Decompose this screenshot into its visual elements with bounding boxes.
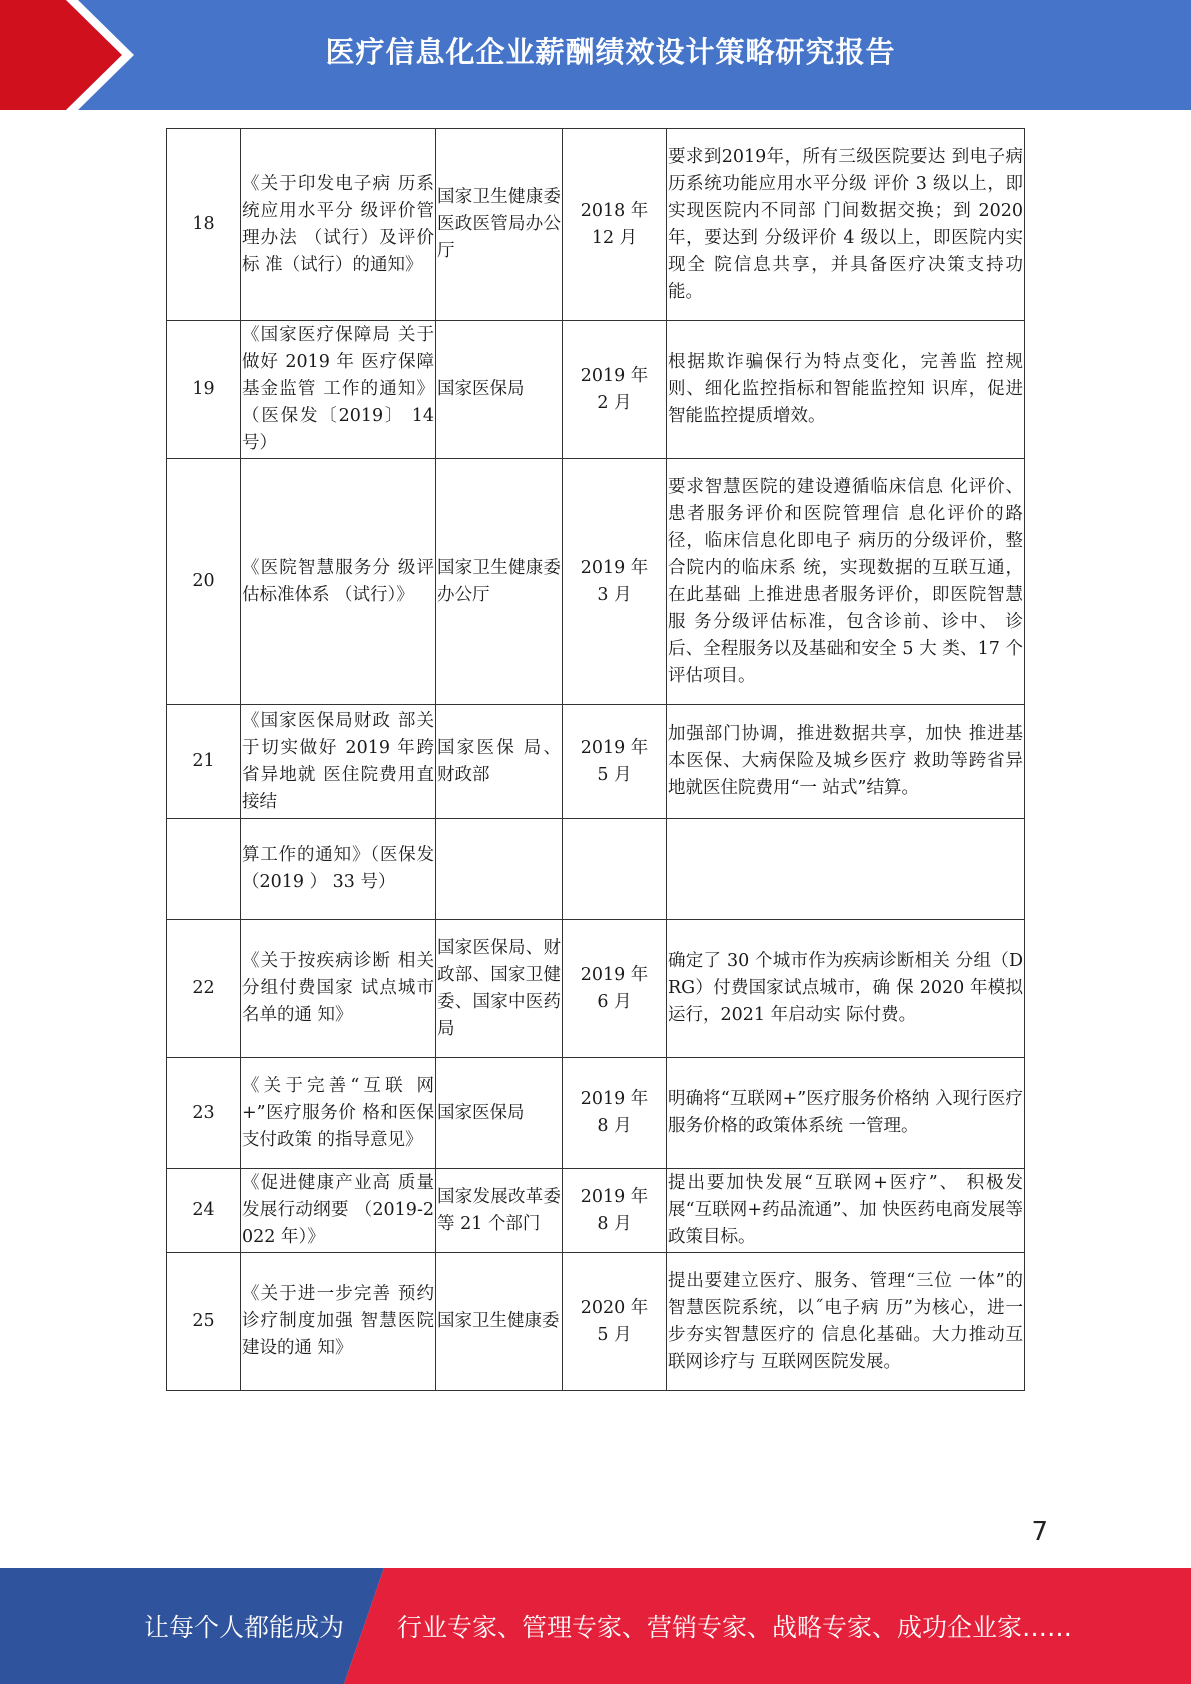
table-row <box>167 459 1025 705</box>
issue-date <box>563 1058 667 1169</box>
issue-month: 5 月 <box>597 1324 632 1345</box>
issue-month: 5 月 <box>597 764 632 785</box>
issuing-authority: 国家医保 局、财政部 <box>436 705 563 819</box>
table-row <box>167 321 1025 459</box>
policy-name: 《医院智慧服务分 级评估标准体系 （试行）》 <box>241 459 436 705</box>
issue-year: 2020 年 <box>580 1297 649 1318</box>
issue-month: 6 月 <box>597 991 632 1012</box>
row-number <box>167 819 241 920</box>
issuing-authority: 国家医保局 <box>436 1058 563 1169</box>
policy-content: 确定了 30 个城市作为疾病诊断相关 分组（DRG）付费国家试点城市，确 保 2020 年模拟运行，2021 年启动实 际付费。 <box>667 920 1025 1058</box>
issue-year: 2019 年 <box>580 557 649 578</box>
issue-date <box>563 129 667 321</box>
table-row <box>167 705 1025 819</box>
table-row <box>167 819 1025 920</box>
policy-table-container <box>166 128 1024 1391</box>
policy-content: 要求到2019年，所有三级医院要达 到电子病历系统功能应用水平分级 评价 3 级以上，即实现医院内不同部 门间数据交换；到 2020 年，要达到 分级评价 4 级以上，即医院内实现全 院信息共享，并具备医疗决策支持功 能。 <box>667 129 1025 321</box>
issuing-authority: 国家卫生健康委 <box>436 1253 563 1391</box>
table-row <box>167 1253 1025 1391</box>
footer-slogan-left: 让每个人都能成为 <box>144 1613 345 1642</box>
table-row <box>167 920 1025 1058</box>
footer-slogan-right: 行业专家、管理专家、营销专家、战略专家、成功企业家…… <box>397 1613 1073 1642</box>
policy-name: 《关于印发电子病 历系统应用水平分 级评价管理办法 （试行）及评价标 准（试行）的通知》 <box>241 129 436 321</box>
row-number: 22 <box>167 920 241 1058</box>
policy-name: 《促进健康产业高 质量发展行动纲要 （2019-2022 年）》 <box>241 1169 436 1253</box>
issuing-authority: 国家卫生健康委医政医管局办公厅 <box>436 129 563 321</box>
report-header <box>0 0 1191 110</box>
issue-year: 2019 年 <box>580 365 649 386</box>
policy-content <box>667 819 1025 920</box>
policy-content: 明确将“互联网+”医疗服务价格纳 入现行医疗服务价格的政策体系统 一管理。 <box>667 1058 1025 1169</box>
row-number: 19 <box>167 321 241 459</box>
issuing-authority: 国家卫生健康委办公厅 <box>436 459 563 705</box>
row-number: 18 <box>167 129 241 321</box>
issue-year: 2019 年 <box>580 737 649 758</box>
policy-content: 提出要加快发展“互联网+医疗”、 积极发展“互联网+药品流通”、加 快医药电商发展等政策目标。 <box>667 1169 1025 1253</box>
row-number: 21 <box>167 705 241 819</box>
row-number: 20 <box>167 459 241 705</box>
page-number: 7 <box>1031 1517 1048 1547</box>
issue-date <box>563 819 667 920</box>
table-row <box>167 1169 1025 1253</box>
issue-year: 2019 年 <box>580 1186 649 1207</box>
policy-content: 提出要建立医疗、服务、管理“三位 一体”的智慧医院系统，以˝电子病 历”为核心，进一步夯实智慧医疗的 信息化基础。大力推动互联网诊疗与 互联网医院发展。 <box>667 1253 1025 1391</box>
policy-name: 《关于完善“互联 网+”医疗服务价 格和医保支付政策 的指导意见》 <box>241 1058 436 1169</box>
issue-month: 12 月 <box>591 227 638 248</box>
header-arrow-decoration <box>0 0 150 110</box>
issue-date <box>563 705 667 819</box>
policy-name: 《关于进一步完善 预约诊疗制度加强 智慧医院建设的通 知》 <box>241 1253 436 1391</box>
issue-date <box>563 321 667 459</box>
issue-month: 8 月 <box>597 1213 632 1234</box>
issue-month: 3 月 <box>597 584 632 605</box>
issue-year: 2019 年 <box>580 964 649 985</box>
issue-year: 2018 年 <box>580 200 649 221</box>
issue-date <box>563 1253 667 1391</box>
policy-name: 《国家医疗保障局 关于做好 2019 年 医疗保障基金监管 工作的通知》（医保发〔2019〕 14 号） <box>241 321 436 459</box>
issuing-authority <box>436 819 563 920</box>
issue-month: 2 月 <box>597 392 632 413</box>
issuing-authority: 国家医保局 <box>436 321 563 459</box>
table-row <box>167 129 1025 321</box>
issue-date <box>563 920 667 1058</box>
policy-content: 根据欺诈骗保行为特点变化，完善监 控规则、细化监控指标和智能监控知 识库，促进智能监控提质增效。 <box>667 321 1025 459</box>
policy-content: 要求智慧医院的建设遵循临床信息 化评价、患者服务评价和医院管理信 息化评价的路径，临床信息化即电子 病历的分级评价，整合院内的临床系 统，实现数据的互联互通，在此基础 上推进患者服务评价，即医院智慧服 务分级评估标准，包含诊前、诊中、 诊后、全程服务以及基础和安全 5 大 类、17 个评估项目。 <box>667 459 1025 705</box>
issue-date <box>563 459 667 705</box>
issue-year: 2019 年 <box>580 1089 649 1109</box>
issuing-authority: 国家医保局、财政部、国家卫健委、国家中医药局 <box>436 920 563 1058</box>
issuing-authority: 国家发展改革委等 21 个部门 <box>436 1169 563 1253</box>
row-number: 25 <box>167 1253 241 1391</box>
table-row <box>167 1058 1025 1169</box>
row-number: 23 <box>167 1058 241 1169</box>
issue-date <box>563 1169 667 1253</box>
policy-name: 算工作的通知》（医保发（2019 ） 33 号） <box>241 819 436 920</box>
footer-banner <box>0 1568 1191 1684</box>
issue-month: 8 月 <box>597 1116 632 1136</box>
policy-content: 加强部门协调，推进数据共享，加快 推进基本医保、大病保险及城乡医疗 救助等跨省异地就医住院费用“一 站式”结算。 <box>667 705 1025 819</box>
policy-name: 《国家医保局财政 部关于切实做好 2019 年跨省异地就 医住院费用直接结 <box>241 705 436 819</box>
policy-name: 《关于按疾病诊断 相关分组付费国家 试点城市名单的通 知》 <box>241 920 436 1058</box>
policy-table <box>166 128 1025 1391</box>
report-title: 医疗信息化企业薪酬绩效设计策略研究报告 <box>325 34 896 69</box>
row-number: 24 <box>167 1169 241 1253</box>
